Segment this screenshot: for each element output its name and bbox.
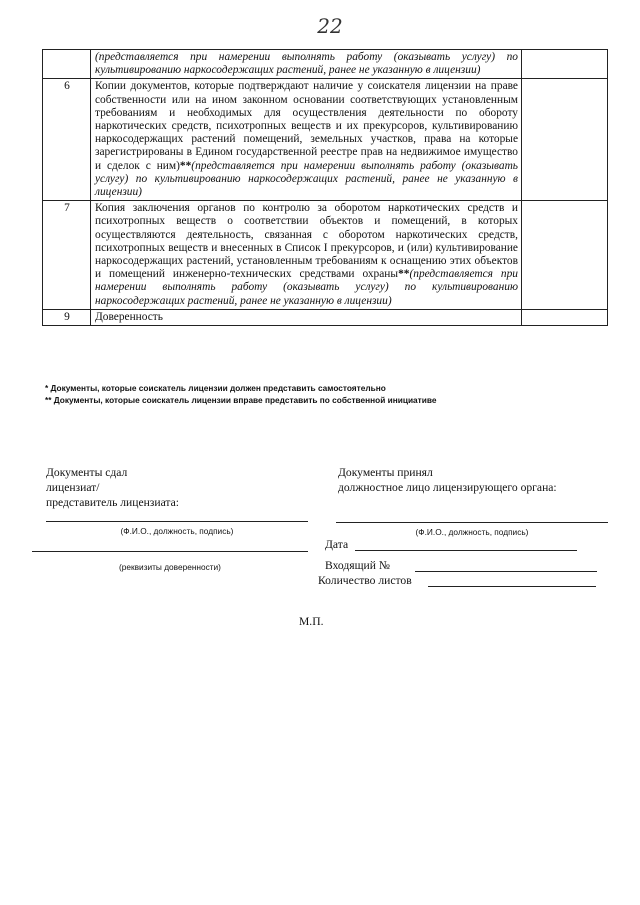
sheets-count-label: Количество листов xyxy=(318,574,412,587)
row-text: Копии документов, которые подтверждают наличие у соискателя лицензии на праве собственности или на ином законном основании соответствующих установленным требованиям и необходимых для осуществления деятельности по обороту наркотических средств, психотропных веществ и их прекурсоров, культивированию наркосодержащих растений помещений, земельных участков, права на которые зарегистрированы в Едином государственной реестре прав на недвижимое имущество и сделок с ним) xyxy=(95,80,518,172)
submitter-signature-caption: (Ф.И.О., должность, подпись) xyxy=(120,526,234,536)
proxy-details-line[interactable] xyxy=(32,551,308,552)
documents-table xyxy=(42,49,608,326)
official-label: должностное лицо лицензирующего органа: xyxy=(338,481,557,494)
submitter-signature-line[interactable] xyxy=(46,521,308,522)
row-description xyxy=(91,79,522,201)
incoming-number-line[interactable] xyxy=(415,571,597,572)
row-number xyxy=(43,50,91,79)
submitted-label: Документы сдал xyxy=(46,466,128,479)
accepted-label: Документы принял xyxy=(338,466,433,479)
row-text: Копия заключения органов по контролю за оборотом наркотических средств и психотропных веществ о соответствии объектов и помещений, в которых осуществляются деятельность, связанная с оборотом наркотических средств, психотропных веществ и внесенных в Список I прекурсоров, и (или) культивирование наркосодержащих растений, установленным требованиям к оснащению этих объектов и помещений инженерно-технических средствами охраны xyxy=(95,202,518,281)
row-description xyxy=(91,309,522,325)
official-signature-caption: (Ф.И.О., должность, подпись) xyxy=(415,527,529,537)
row-number: 6 xyxy=(43,79,91,201)
page-number: 22 xyxy=(317,14,343,38)
proxy-details-caption: (реквизиты доверенности) xyxy=(119,562,221,572)
row-number: 7 xyxy=(43,201,91,310)
representative-label: представитель лицензиата: xyxy=(46,496,180,509)
licensee-label: лицензиат/ xyxy=(46,481,100,494)
table-row xyxy=(43,309,608,325)
table-row xyxy=(43,79,608,201)
row-note: (представляется при намерении выполнять работу (оказывать услугу) по культивированию наркосодержащих растений, ранее не указанную в лицензии) xyxy=(95,51,518,77)
table-row xyxy=(43,50,608,79)
row-asterisk: ** xyxy=(398,268,410,281)
row-number: 9 xyxy=(43,309,91,325)
row-text: Доверенность xyxy=(95,310,163,323)
date-line[interactable] xyxy=(355,550,577,551)
row-description xyxy=(91,201,522,310)
footnotes xyxy=(45,383,605,406)
row-blank-cell xyxy=(522,79,608,201)
incoming-number-label: Входящий № xyxy=(325,559,390,572)
table-row xyxy=(43,201,608,310)
sheets-count-line[interactable] xyxy=(428,586,596,587)
row-blank-cell xyxy=(522,201,608,310)
row-note: (представляется при намерении выполнять работу (оказывать услугу) по культивированию наркосодержащих растений, ранее не указанную в лицензии) xyxy=(95,159,518,199)
row-blank-cell xyxy=(522,309,608,325)
date-label: Дата xyxy=(325,538,349,551)
row-description xyxy=(91,50,522,79)
footnote-optional: ** Документы, которые соискатель лицензии вправе представить по собственной инициативе xyxy=(45,394,437,405)
stamp-place: М.П. xyxy=(299,615,324,628)
footnote-required: * Документы, которые соискатель лицензии должен представить самостоятельно xyxy=(45,383,386,393)
row-asterisk: ** xyxy=(179,159,192,172)
row-blank-cell xyxy=(522,50,608,79)
official-signature-line[interactable] xyxy=(336,522,608,523)
row-note: (представляется при намерении выполнять работу (оказывать услугу) по культивированию наркосодержащих растений, ранее не указанную в лицензии) xyxy=(95,268,518,307)
